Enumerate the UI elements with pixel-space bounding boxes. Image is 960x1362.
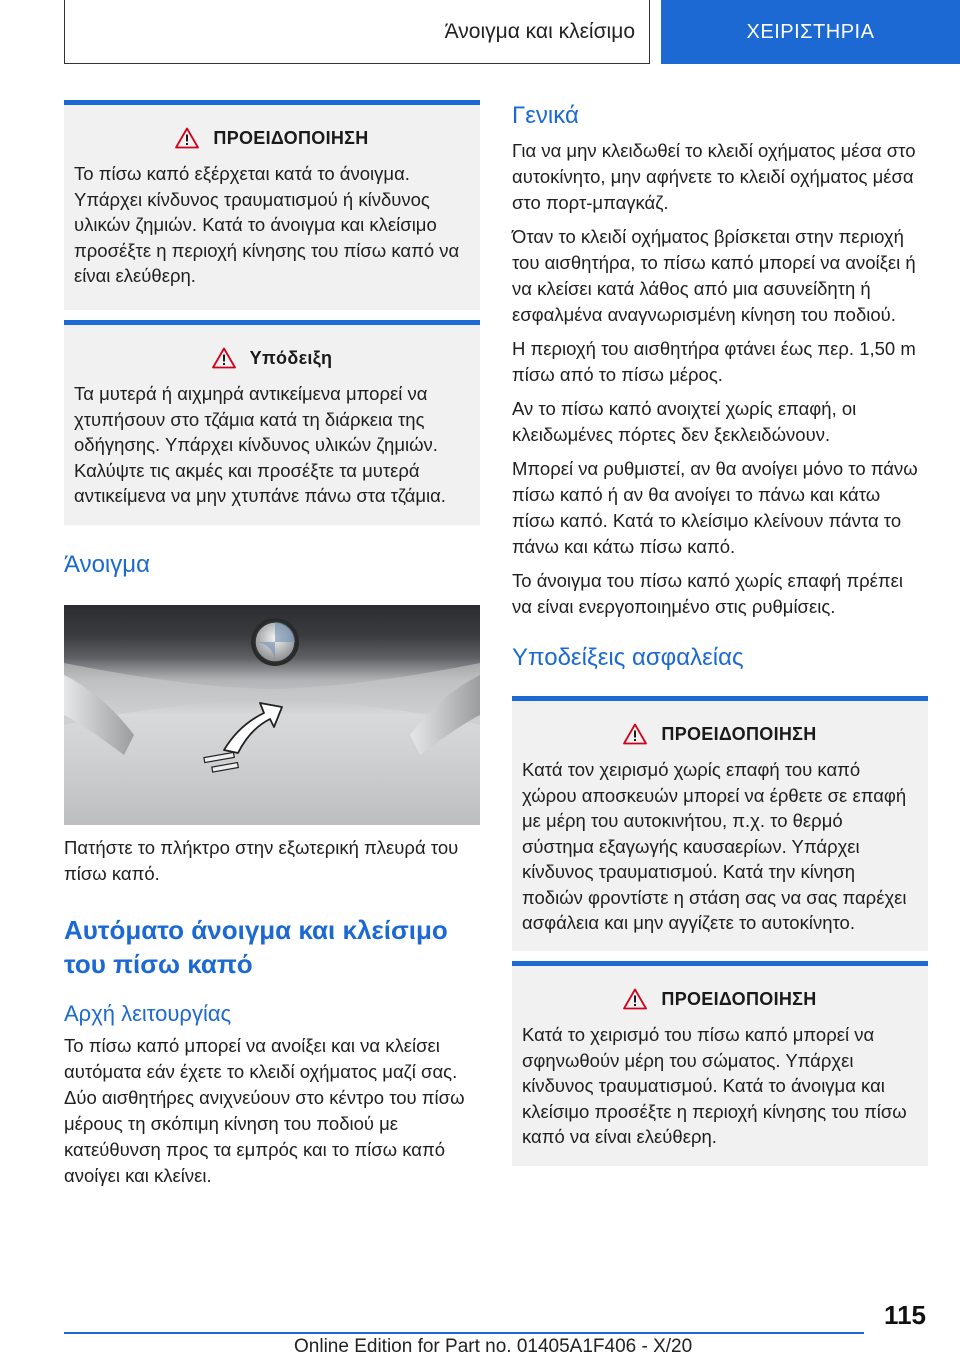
notice-box-title — [74, 347, 470, 369]
warning-box-title — [74, 127, 470, 149]
section-title-text: Άνοιγμα και κλείσιμο — [444, 19, 635, 43]
header-section-title — [64, 0, 650, 64]
principle-text: Το πίσω καπό μπορεί να ανοίξει και να κλείσει αυτόματα εάν έχετε το κλειδί οχήματος μαζί σας. Δύο αισθητήρες ανιχνεύουν στο κέντρο του πίσω μέρους τη σκόπιμη κίνηση του ποδιού με κατεύθυνση προς τα εμπρός και το πίσω καπό ανοίγει και κλείνει. — [64, 1035, 465, 1186]
general-paragraph-3: Η περιοχή του αισθητήρα φτάνει έως περ. 1,50 m πίσω από το πίσω μέρος. — [512, 338, 916, 385]
heading-general: Γενικά — [512, 102, 579, 129]
footer-divider — [64, 1332, 864, 1334]
general-paragraph-6: Το άνοιγμα του πίσω καπό χωρίς επαφή πρέπει να είναι ενεργοποιημένο στις ρυθμίσεις. — [512, 570, 904, 617]
heading-auto-open-close: Αυτόματο άνοιγμα και κλείσιμο του πίσω καπό — [64, 915, 448, 979]
footer-edition: Online Edition for Part no. 01405A1F406 - X/20 — [294, 1336, 693, 1357]
warning-box-1 — [64, 100, 480, 310]
photo-caption: Πατήστε το πλήκτρο στην εξωτερική πλευρά του πίσω καπό. — [64, 837, 459, 884]
tailgate-illustration — [64, 605, 480, 825]
warning-box-2 — [512, 696, 928, 951]
header-chapter-tab[interactable] — [661, 0, 960, 64]
warning-triangle-icon — [175, 127, 199, 149]
notice-title-text: Υπόδειξη — [249, 347, 333, 368]
warning-title-text: ΠΡΟΕΙΔΟΠΟΙΗΣΗ — [661, 723, 817, 744]
heading-principle: Αρχή λειτουργίας — [64, 1001, 232, 1026]
warning-triangle-icon — [623, 988, 647, 1010]
tailgate-photo — [64, 605, 480, 825]
left-column — [64, 100, 480, 1189]
notice-box-1 — [64, 320, 480, 525]
general-paragraph-4: Αν το πίσω καπό ανοιχτεί χωρίς επαφή, οι κλειδωμένες πόρτες δεν ξεκλειδώνουν. — [512, 398, 857, 445]
general-paragraph-1: Για να μην κλειδωθεί το κλειδί οχήματος μέσα στο αυτοκίνητο, μην αφήνετε το κλειδί οχήματος μέσα στο πορτ-μπαγκάζ. — [512, 140, 916, 213]
warning-box-title — [522, 988, 918, 1010]
general-paragraph-2: Όταν το κλειδί οχήματος βρίσκεται στην περιοχή του αισθητήρα, το πίσω καπό μπορεί να ανοίξει ή να κλείσει κατά λάθος από μια ασυνείδητη ή εσφαλμένα αναγνωρισμένη κίνηση του ποδιού. — [512, 226, 916, 325]
general-paragraph-5: Μπορεί να ρυθμιστεί, αν θα ανοίγει μόνο το πάνω πίσω καπό ή αν θα ανοίγει το πάνω και κάτω πίσω καπό. Κατά το κλείσιμο κλείνουν πάντα το πάνω και κάτω πίσω καπό. — [512, 458, 918, 557]
warning-triangle-icon — [212, 347, 236, 369]
page-number: 115 — [884, 1300, 926, 1330]
warning-triangle-icon — [623, 723, 647, 745]
chapter-title-text: ΧΕΙΡΙΣΤΗΡΙΑ — [746, 20, 875, 43]
right-column — [512, 100, 928, 1166]
heading-opening: Άνοιγμα — [64, 551, 150, 578]
warning-box-text: Κατά τον χειρισμό χωρίς επαφή του καπό χώρου αποσκευών μπορεί να έρθετε σε επαφή με μέρη του αυτοκινήτου, π.χ. το θερμό σύστημα εξαγωγής καυσαερίων. Υπάρχει κίνδυνος τραυματισμού. Κατά την κίνηση ποδιών φροντίστε η στάση σας να σας παρέχει ασφάλεια και μην αγγίζετε το αυτοκίνητο. — [522, 759, 907, 933]
heading-safety: Υποδείξεις ασφαλείας — [512, 644, 744, 671]
warning-box-title — [522, 723, 918, 745]
warning-box-text: Κατά το χειρισμό του πίσω καπό μπορεί να σφηνωθούν μέρη του σώματος. Υπάρχει κίνδυνος τραυματισμού. Κατά το άνοιγμα και κλείσιμο προσέξτε η περιοχή κίνησης του πίσω καπό να είναι ελεύθερη. — [522, 1024, 907, 1147]
warning-box-text: Το πίσω καπό εξέρχεται κατά το άνοιγμα. Υπάρχει κίνδυνος τραυματισμού ή κίνδυνος υλικών ζημιών. Κατά το άνοιγμα και κλείσιμο προσέξτε η περιοχή κίνησης του πίσω καπό να είναι ελεύθερη. — [74, 163, 460, 286]
warning-box-3 — [512, 961, 928, 1166]
warning-title-text: ΠΡΟΕΙΔΟΠΟΙΗΣΗ — [213, 127, 369, 148]
warning-title-text: ΠΡΟΕΙΔΟΠΟΙΗΣΗ — [661, 988, 817, 1009]
notice-box-text: Τα μυτερά ή αιχμηρά αντικείμενα μπορεί να χτυπήσουν στο τζάμια κατά τη διάρκεια της οδήγησης. Υπάρχει κίνδυνος υλικών ζημιών. Καλύψτε τις ακμές και προσέξτε τα μυτερά αντικείμενα να μην χτυπάνε πάνω στα τζάμια. — [74, 383, 446, 506]
